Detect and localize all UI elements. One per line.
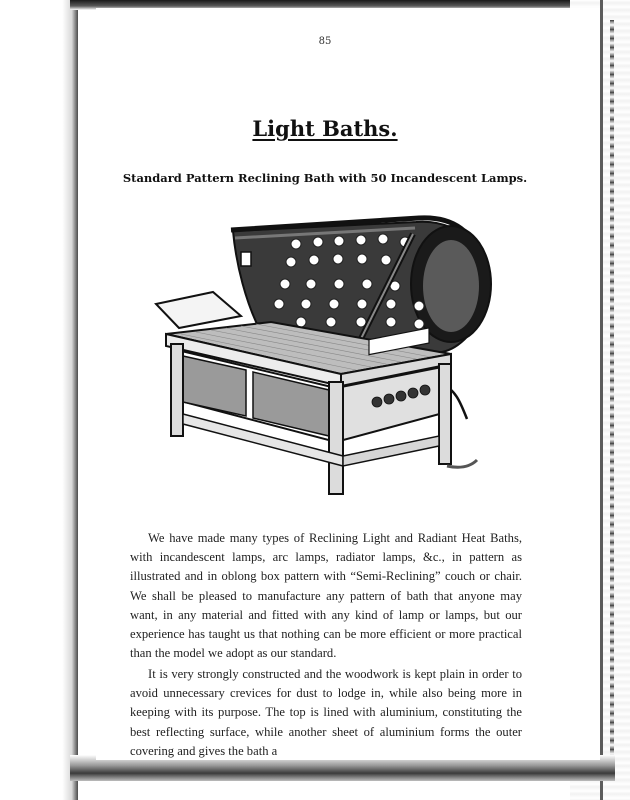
page-gutter-line bbox=[600, 0, 603, 800]
scan-shadow-left bbox=[0, 0, 78, 800]
paragraph-construction: It is very strongly constructed and the woodwork is kept plain in order to avoid unnecessary crevices for dust to lodge in, while also being more in keeping with its purpose. The top is lined with aluminium, constituting the best reflecting surface, while another sheet of aluminium forms the outer covering and gives the bath a bbox=[130, 667, 522, 758]
page-edge-stripe bbox=[610, 20, 614, 770]
paper-sheet bbox=[96, 8, 600, 760]
page-subtitle: Standard Pattern Reclining Bath with 50 Incandescent Lamps. bbox=[122, 171, 528, 185]
page-number: 85 bbox=[318, 36, 332, 47]
paragraph-intro: We have made many types of Reclining Light and Radiant Heat Baths, with incandescent lamps, arc lamps, radiator lamps, &c., in pattern as illustrated and in oblong box pattern with “Semi-Reclining” couch or chair. We shall be pleased to manufacture any pattern of bath that anyone may want, in any material and fitted with any kind of lamp or lamps, but our experience has taught us that nothing can be more efficient or more practical than the model we adopt as our standard. bbox=[130, 531, 522, 661]
reclining-light-bath-illustration bbox=[151, 204, 501, 504]
page-title: Light Baths. bbox=[252, 116, 398, 141]
